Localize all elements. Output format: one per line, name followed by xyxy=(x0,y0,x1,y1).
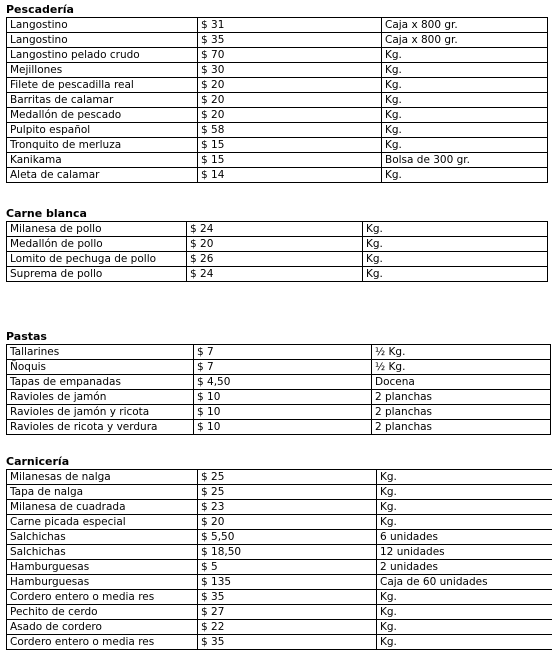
price-table xyxy=(6,17,548,183)
section-title: Pescadería xyxy=(6,3,74,16)
section-pescaderia xyxy=(6,3,548,183)
section-title: Carnicería xyxy=(6,455,70,468)
table-row xyxy=(7,590,552,605)
table-row xyxy=(7,575,552,590)
unit-cell: Caja x 800 gr. xyxy=(382,33,548,48)
table-row xyxy=(7,78,548,93)
table-row xyxy=(7,237,548,252)
unit-cell: Docena xyxy=(372,375,551,390)
price-cell: $ 35 xyxy=(198,33,382,48)
unit-cell: Kg. xyxy=(377,485,552,500)
unit-cell: 2 planchas xyxy=(372,390,551,405)
unit-cell: Kg. xyxy=(382,138,548,153)
price-cell: $ 22 xyxy=(198,620,377,635)
product-name-cell: Ravioles de ricota y verdura xyxy=(7,420,194,435)
product-name-cell: Ñoquis xyxy=(7,360,194,375)
product-name-cell: Filete de pescadilla real xyxy=(7,78,198,93)
price-cell: $ 27 xyxy=(198,605,377,620)
table-row xyxy=(7,267,548,282)
price-table xyxy=(6,469,552,650)
unit-cell: Kg. xyxy=(377,605,552,620)
table-row xyxy=(7,530,552,545)
price-cell: $ 24 xyxy=(187,267,363,282)
product-name-cell: Kanikama xyxy=(7,153,198,168)
product-name-cell: Langostino xyxy=(7,18,198,33)
unit-cell: Caja de 60 unidades xyxy=(377,575,552,590)
table-row xyxy=(7,560,552,575)
table-row xyxy=(7,108,548,123)
price-cell: $ 10 xyxy=(194,390,372,405)
price-cell: $ 25 xyxy=(198,485,377,500)
unit-cell: Kg. xyxy=(382,168,548,183)
unit-cell: Kg. xyxy=(382,123,548,138)
table-row xyxy=(7,360,551,375)
unit-cell: Bolsa de 300 gr. xyxy=(382,153,548,168)
table-row xyxy=(7,18,548,33)
product-name-cell: Barritas de calamar xyxy=(7,93,198,108)
price-cell: $ 24 xyxy=(187,222,363,237)
table-row xyxy=(7,390,551,405)
product-name-cell: Milanesa de pollo xyxy=(7,222,187,237)
unit-cell: Kg. xyxy=(377,515,552,530)
product-name-cell: Langostino pelado crudo xyxy=(7,48,198,63)
table-row xyxy=(7,123,548,138)
table-row xyxy=(7,153,548,168)
table-row xyxy=(7,420,551,435)
table-row xyxy=(7,252,548,267)
product-name-cell: Tapa de nalga xyxy=(7,485,198,500)
unit-cell: Kg. xyxy=(382,78,548,93)
price-cell: $ 23 xyxy=(198,500,377,515)
unit-cell: Kg. xyxy=(377,470,552,485)
product-name-cell: Cordero entero o media res xyxy=(7,635,198,650)
product-name-cell: Asado de cordero xyxy=(7,620,198,635)
unit-cell: ½ Kg. xyxy=(372,345,551,360)
product-name-cell: Hamburguesas xyxy=(7,575,198,590)
price-cell: $ 30 xyxy=(198,63,382,78)
table-row xyxy=(7,620,552,635)
price-cell: $ 26 xyxy=(187,252,363,267)
product-name-cell: Aleta de calamar xyxy=(7,168,198,183)
table-row xyxy=(7,635,552,650)
table-row xyxy=(7,222,548,237)
price-cell: $ 15 xyxy=(198,153,382,168)
price-cell: $ 135 xyxy=(198,575,377,590)
unit-cell: Kg. xyxy=(382,93,548,108)
price-cell: $ 70 xyxy=(198,48,382,63)
unit-cell: 6 unidades xyxy=(377,530,552,545)
product-name-cell: Tapas de empanadas xyxy=(7,375,194,390)
product-name-cell: Tallarines xyxy=(7,345,194,360)
price-table xyxy=(6,344,551,435)
price-cell: $ 15 xyxy=(198,138,382,153)
table-row xyxy=(7,545,552,560)
price-cell: $ 20 xyxy=(198,515,377,530)
unit-cell: 2 planchas xyxy=(372,405,551,420)
table-row xyxy=(7,515,552,530)
unit-cell: Kg. xyxy=(363,237,548,252)
unit-cell: Kg. xyxy=(382,63,548,78)
price-cell: $ 20 xyxy=(187,237,363,252)
table-row xyxy=(7,500,552,515)
price-cell: $ 7 xyxy=(194,360,372,375)
price-cell: $ 58 xyxy=(198,123,382,138)
product-name-cell: Suprema de pollo xyxy=(7,267,187,282)
section-carne-blanca xyxy=(6,207,548,282)
unit-cell: Kg. xyxy=(377,620,552,635)
table-row xyxy=(7,605,552,620)
unit-cell: Kg. xyxy=(377,635,552,650)
unit-cell: Kg. xyxy=(363,222,548,237)
section-carniceria xyxy=(6,455,552,650)
price-cell: $ 31 xyxy=(198,18,382,33)
price-cell: $ 18,50 xyxy=(198,545,377,560)
product-name-cell: Mejillones xyxy=(7,63,198,78)
product-name-cell: Milanesa de cuadrada xyxy=(7,500,198,515)
product-name-cell: Pulpito español xyxy=(7,123,198,138)
price-cell: $ 20 xyxy=(198,93,382,108)
table-row xyxy=(7,375,551,390)
product-name-cell: Ravioles de jamón y ricota xyxy=(7,405,194,420)
unit-cell: 2 planchas xyxy=(372,420,551,435)
unit-cell: ½ Kg. xyxy=(372,360,551,375)
table-row xyxy=(7,485,552,500)
product-name-cell: Cordero entero o media res xyxy=(7,590,198,605)
unit-cell: Kg. xyxy=(363,267,548,282)
product-name-cell: Milanesas de nalga xyxy=(7,470,198,485)
table-row xyxy=(7,168,548,183)
table-row xyxy=(7,93,548,108)
price-cell: $ 20 xyxy=(198,108,382,123)
unit-cell: Caja x 800 gr. xyxy=(382,18,548,33)
product-name-cell: Tronquito de merluza xyxy=(7,138,198,153)
unit-cell: Kg. xyxy=(363,252,548,267)
product-name-cell: Lomito de pechuga de pollo xyxy=(7,252,187,267)
price-cell: $ 4,50 xyxy=(194,375,372,390)
product-name-cell: Ravioles de jamón xyxy=(7,390,194,405)
table-row xyxy=(7,405,551,420)
unit-cell: Kg. xyxy=(377,590,552,605)
price-cell: $ 10 xyxy=(194,405,372,420)
unit-cell: 2 unidades xyxy=(377,560,552,575)
product-name-cell: Langostino xyxy=(7,33,198,48)
unit-cell: 12 unidades xyxy=(377,545,552,560)
unit-cell: Kg. xyxy=(382,48,548,63)
unit-cell: Kg. xyxy=(382,108,548,123)
product-name-cell: Medallón de pescado xyxy=(7,108,198,123)
price-table xyxy=(6,221,548,282)
price-cell: $ 5,50 xyxy=(198,530,377,545)
table-row xyxy=(7,33,548,48)
section-title: Carne blanca xyxy=(6,207,87,220)
price-cell: $ 20 xyxy=(198,78,382,93)
price-cell: $ 5 xyxy=(198,560,377,575)
table-row xyxy=(7,48,548,63)
price-cell: $ 10 xyxy=(194,420,372,435)
product-name-cell: Salchichas xyxy=(7,545,198,560)
table-row xyxy=(7,470,552,485)
unit-cell: Kg. xyxy=(377,500,552,515)
price-cell: $ 35 xyxy=(198,635,377,650)
price-cell: $ 35 xyxy=(198,590,377,605)
table-row xyxy=(7,345,551,360)
table-row xyxy=(7,63,548,78)
section-pastas xyxy=(6,330,551,435)
section-title: Pastas xyxy=(6,330,47,343)
price-cell: $ 7 xyxy=(194,345,372,360)
product-name-cell: Carne picada especial xyxy=(7,515,198,530)
product-name-cell: Medallón de pollo xyxy=(7,237,187,252)
product-name-cell: Hamburguesas xyxy=(7,560,198,575)
product-name-cell: Salchichas xyxy=(7,530,198,545)
price-cell: $ 25 xyxy=(198,470,377,485)
product-name-cell: Pechito de cerdo xyxy=(7,605,198,620)
price-cell: $ 14 xyxy=(198,168,382,183)
table-row xyxy=(7,138,548,153)
